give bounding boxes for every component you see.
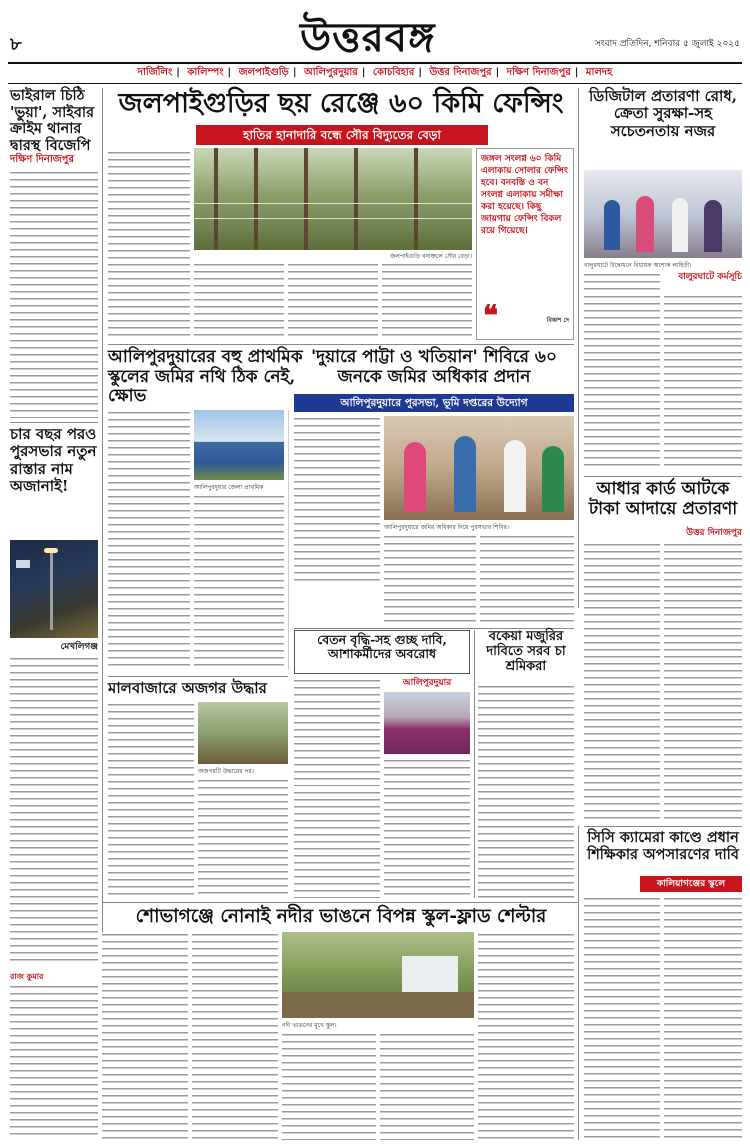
quote-icon: ❝ [483, 299, 499, 332]
alipur-school-headline: আলিপুরদুয়ারের বহু প্রাথমিক স্কুলের জমির নথি ঠিক নেই, ক্ষোভ [108, 347, 303, 407]
lead-photo [194, 148, 472, 250]
bottom-body-col2 [102, 932, 188, 1140]
left-divider [10, 422, 98, 423]
digital-fraud-body-lead [584, 272, 660, 290]
left-story1-body [10, 170, 98, 418]
column-divider [288, 410, 289, 670]
left-story2-body [10, 656, 98, 966]
asha-body-col2 [384, 758, 470, 898]
python-body-col2 [198, 778, 288, 898]
left-story2-headline: চার বছর পরও পুরসভার নতুন রাস্তার নাম অজানাই! [10, 425, 97, 495]
lead-body-col2 [194, 262, 284, 340]
python-headline: মালবাজারে অজগর উদ্ধার [108, 679, 267, 697]
aadhaar-headline: আধার কার্ড আটকে টাকা আদায়ে প্রতারণা [588, 479, 738, 519]
tea-headline: বকেয়া মজুরির দাবিতে সরব চা শ্রমিকরা [486, 629, 566, 674]
cctv-headline: সিসি ক্যামেরা কাণ্ডে প্রধান শিক্ষিকার অপসারণের দাবি [587, 829, 739, 863]
column-divider [474, 630, 475, 898]
lead-byline: বিকাশ দে [546, 317, 569, 324]
aadhaar-body-col1 [584, 542, 660, 822]
lead-body-col1 [108, 150, 190, 340]
district-item: উত্তর দিনাজপুর [429, 67, 492, 78]
duare-patta-photo [384, 416, 574, 520]
alipur-body-col1 [108, 410, 190, 670]
section-divider [102, 902, 578, 903]
lead-highlight-box [476, 148, 574, 340]
bottom-body-col4 [282, 1032, 376, 1140]
district-rule [8, 83, 742, 84]
bottom-river-photo [282, 932, 474, 1018]
digital-fraud-photo [584, 170, 742, 258]
left-story1-headline: ভাইরাল চিঠি 'ভুয়া', সাইবার ক্রাইম থানার দ্বারস্থ বিজেপি [10, 87, 95, 155]
cctv-body-col1 [584, 896, 660, 1140]
lead-body-col3 [288, 262, 378, 340]
district-item: আলিপুরদুয়ার [303, 67, 358, 78]
duare-body-col3 [480, 534, 574, 624]
aadhaar-body-col2 [664, 542, 742, 822]
district-item: মালদহ [585, 67, 613, 78]
lead-body-col4 [382, 262, 472, 340]
section-divider [108, 676, 288, 677]
digital-fraud-body-col2 [664, 294, 742, 470]
district-item: কোচবিহার [372, 67, 415, 78]
district-bar: দার্জিলিং | কালিম্পং | জলপাইগুড়ি | আলিপুরদুয়ার | কোচবিহার | উত্তর দিনাজপুর | দক্ষিণ দিনাজপুর | মালদহ [137, 67, 613, 78]
district-item: কালিম্পং [187, 67, 224, 78]
digital-fraud-caption: বালুরঘাটে উদ্বোধনে বিধায়ক অশোক লাহিড়ী। [584, 262, 692, 269]
alipur-school-photo [194, 410, 284, 480]
bottom-body-col5 [380, 1032, 474, 1140]
lead-photo-caption: জলপাইগুড়ি বনাঞ্চলে সৌর বেড়া। [390, 253, 472, 260]
asha-protest-photo [384, 692, 470, 754]
duare-patta-headline: 'দুয়ারে পাট্টা ও খতিয়ান' শিবিরে ৬০ জনকে জমির অধিকার প্রদান [310, 347, 558, 387]
edition-date: সংবাদ প্রতিদিন, শনিবার ৫ জুলাই ২০২৫ [594, 39, 740, 49]
left-story2-dateline: মেখলিগঞ্জ [60, 642, 98, 652]
tea-body [478, 684, 574, 898]
left-story1-dateline: দক্ষিণ দিনাজপুর [10, 154, 74, 165]
section-divider [584, 826, 742, 827]
column-divider [102, 88, 103, 968]
section-title: উত্তরবঙ্গ [300, 14, 436, 61]
page-number: ৮ [10, 34, 22, 55]
lead-headline: জলপাইগুড়ির ছয় রেঞ্জে ৬০ কিমি ফেন্সিং [118, 88, 564, 119]
aadhaar-tag: উত্তর দিনাজপুর [686, 528, 742, 538]
district-item: দার্জিলিং [137, 67, 173, 78]
section-divider [108, 344, 574, 345]
asha-body-col1 [294, 678, 380, 786]
digital-fraud-tag: বালুরঘাটে কর্মসূচি [678, 272, 742, 282]
duare-body-col2 [384, 534, 476, 624]
bottom-photo-caption: নদী ভাঙনের মুখে স্কুল। [282, 1022, 337, 1029]
digital-fraud-body-col1 [584, 294, 660, 470]
python-body-col1 [108, 702, 194, 898]
duare-body-col1 [294, 416, 380, 582]
duare-photo-caption: আলিপুরদুয়ারে জমির অধিকার দিয়ে পুরসভার শিবির। [384, 524, 509, 531]
asha-body-col3 [294, 790, 380, 898]
lead-banner: হাতির হানাদারি বন্ধে সৌর বিদ্যুতের বেড়া [196, 125, 488, 145]
bottom-body-col3 [192, 932, 278, 1140]
cctv-tag: কালিয়াগঞ্জের স্কুলে [640, 876, 742, 892]
python-photo-caption: অজগরটি উদ্ধারের পর। [198, 768, 254, 775]
column-divider [578, 88, 579, 608]
asha-headline: বেতন বৃদ্ধি-সহ গুচ্ছ দাবি, আশাকর্মীদের অবরোধ [294, 630, 470, 674]
right-divider [584, 476, 742, 477]
column-divider [578, 826, 579, 1140]
asha-tag: আলিপুরদুয়ার [402, 678, 452, 688]
cctv-body-col2 [664, 896, 742, 1140]
lead-highlight-text: জঙ্গল সংলগ্ন ৬০ কিমি এলাকায় সোলার ফেন্সিং হবে। বনবস্তি ও বন সংলগ্ন এলাকায় সমীক্ষা করা হয়েছে। কিছু জায়গায় ফেন্সিং বিকল রয়ে গিয়েছে। [481, 154, 568, 236]
bottom-dateline: রাজ কুমার [10, 971, 44, 981]
bottom-headline: শোভাগঞ্জে নোনাই নদীর ভাঙনে বিপন্ন স্কুল-ফ্লাড শেল্টার [135, 906, 547, 927]
duare-patta-banner: আলিপুরদুয়ারে পুরসভা, ভূমি দপ্তরের উদ্যোগ [294, 394, 574, 412]
python-photo [198, 702, 288, 764]
street-photo [10, 540, 98, 638]
digital-fraud-headline: ডিজিটাল প্রতারণা রোধ, ক্রেতা সুরক্ষা-সহ সচেতনতায় নজর [589, 87, 737, 140]
district-item: জলপাইগুড়ি [238, 67, 289, 78]
alipur-body-col2 [194, 494, 284, 670]
bottom-body-col1 [10, 984, 98, 1140]
alipur-photo-caption: আলিপুরদুয়ার জেলা প্রাথমিক [194, 484, 264, 491]
district-item: দক্ষিণ দিনাজপুর [506, 67, 571, 78]
bottom-body-col6 [478, 932, 574, 1140]
